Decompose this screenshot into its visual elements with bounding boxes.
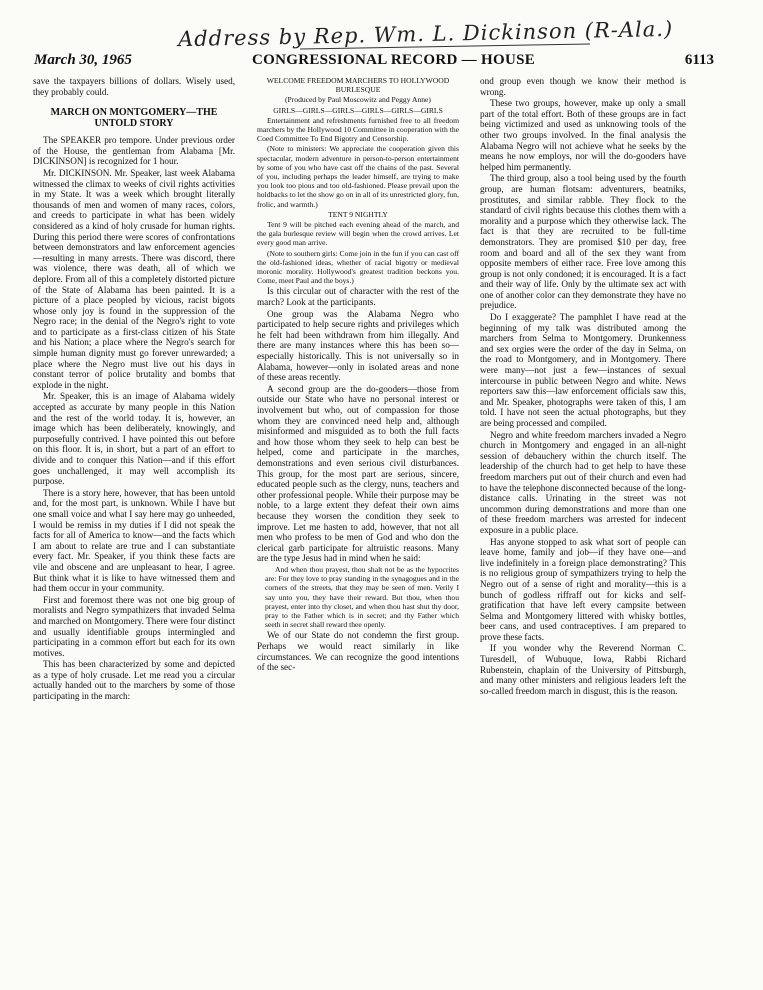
header-date: March 30, 1965 (34, 52, 132, 68)
col3-para-4: Negro and white freedom marchers invaded a Negro church in Montgomery and engaged in an all-night session of debauchery within the church itself. The leadership of the church had to get help to have these freedom marchers put out of their church and even had to have the telephone disconnected because of the long-distance calls. Urinating in the street was not uncommon during demonstrations and more than one of these freedom marchers was arrested for indecent exposure in a public place. (480, 429, 686, 535)
circular-para-2: (Note to ministers: We appreciate the cooperation given this spectacular, modern adventure in person-to-person entertainment by some of you who have cast off the chains of the past. Several of you, including perhaps the leader himself, are trying to make you look too pious and too old-fashioned. Please prevail upon the holdbacks to let the show go on in all of its unrestricted glory, fun, frolic, and warmth.) (257, 144, 459, 209)
col3-para-2: The third group, also a tool being used by the fourth group, are human flotsam: adventurers, beatniks, prostitutes, and similar rabble. They flock to the standard of civil rights because this clothes them with a morality and a purpose which they otherwise lack. The fact is that they are recruited to be full-time demonstrators. They are promised $10 per day, free room and board and all of the sex they want from opposite members of either race. Free love among this group is not only condoned; it is encouraged. It is a fact and their way of life. Only by the ultimate sex act with one of another color can they demonstrate they have no prejudice. (480, 173, 686, 311)
scripture-quote: And when thou prayest, thou shalt not be as the hypocrites are: For they love to pray standing in the synagogues and in the corners of the streets, that they may be seen of men. Verily I say unto you, they have their reward. But thou, when thou prayest, enter into thy closet, and when thou hast shut thy door, pray to the Father which is in secret; and thy Father which seeth in secret shall reward thee openly. (265, 564, 459, 630)
col1-para-4: There is a story here, however, that has been untold and, for the most part, is unknown. While I have but one small voice and what I say here may go unheeded, I would be remiss in my duties if I did not speak the facts for all of America to know—and the facts which I am about to relate are true and I can substantiate every fact. Mr. Speaker, if you think these facts are vile and obscene and are unpleasant to hear, I agree. But think what it is like to have witnessed them and had them occur in your community. (33, 487, 235, 594)
circular-para-3: Tent 9 will be pitched each evening ahead of the march, and the gala burlesque review will begin when the crowd arrives. Let every good man arrive. (257, 220, 459, 248)
col3-para-5: Has anyone stopped to ask what sort of people can leave home, family and job—if they have one—and live indefinitely in a foreign place demonstrating? This is no religious group of sympathizers trying to help the Negro out of a sense of right and morality—this is a bunch of godless riffraff out for kicks and self-gratification that have left every campsite between Selma and Montgomery littered with whisky bottles, beer cans, and used contraceptives. I am prepared to prove these facts. (480, 536, 686, 642)
header-title: CONGRESSIONAL RECORD — HOUSE (252, 52, 536, 68)
col1-para-2: Mr. DICKINSON. Mr. Speaker, last week Alabama witnessed the climax to weeks of civil rights activities in my State. It was a week which brought literally thousands of men and women of many races, colors, and creeds to participate in what has been widely considered as a kind of holy crusade for human rights. During this period there were scores of confrontations between demonstrators and law enforcement agencies—resulting in many arrests. There was discord, there was violence, there was death, all of which we deplore. From all of this a completely distorted picture of the State of Alabama has been painted. It is a picture of a place peopled by vicious, racist bigots whose only joy is found in the suppression of the Negro race; in the denial of the Negro's right to vote and to participate as a first-class citizen of his State and his Nation; a place where the Negro's search for simple human dignity must go forever unrewarded; a place where the Negro must live out his days in constant terror of police brutality and bombs that explode in the night. (33, 167, 235, 390)
col3-para-6: If you wonder why the Reverend Norman C. Turesdell, of Wubuque, Iowa, Rabbi Richard Rubenstein, chaplain of the University of Pittsburgh, and many other ministers and religious leaders left the so-called freedom march in disgust, this is the reason. (480, 643, 686, 696)
circular-title: WELCOME FREEDOM MARCHERS TO HOLLYWOOD BURLESQUE (266, 76, 450, 95)
circular-para-4: (Note to southern girls: Come join in the fun if you can cast off the old-fashioned ideas, whether of racial bigotry or medieval moronic morality. Hollywood's greatest tradition beckons you. Come, meet Paul and the boys.) (257, 248, 459, 286)
article-heading: MARCH ON MONTGOMERY—THE UNTOLD STORY (50, 107, 218, 130)
col2-para-1: Is this circular out of character with the rest of the march? Look at the participants. (257, 286, 459, 308)
col3-para-0: ond group even though we know their method is wrong. (480, 76, 686, 97)
col1-para-1: The SPEAKER pro tempore. Under previous order of the House, the gentleman from Alabama [Mr. DICKINSON] is recognized for 1 hour. (33, 135, 235, 167)
circular-para-1: Entertainment and refreshments furnished free to all freedom marchers by the Hollywood 10 Committee in cooperation with the Coed Committee To End Bigotry and Censorship. (257, 115, 459, 144)
circular-tent-heading: TENT 9 NIGHTLY (328, 209, 388, 219)
page-header (34, 52, 714, 70)
col1-para-0: save the taxpayers billions of dollars. Wisely used, they probably could. (33, 76, 235, 97)
col1-para-3: Mr. Speaker, this is an image of Alabama widely accepted as accurate by many people in this Nation and the rest of the world today. It is, however, an image which has been deliberately, knowingly, and purposefully contrived. I have pointed this out before on this floor. It is, in short, but a part of an effort to divide and to conquer this Nation—and if this effort goes unchallenged, it may well accomplish its purpose. (33, 391, 235, 487)
handwritten-annotation: Address by Rep. Wm. L. Dickinson (R-Ala.) (177, 16, 674, 52)
col2-para-3: A second group are the do-gooders—those from outside our State who have no personal interest or involvement but who, out of compassion for those whom they are convinced need help and, although misinformed and misguided as to both the full facts and how those whom they seek to help can best be helped, come and participate in the marches, demonstrations and even serious civil disturbances. This group, for the most part are serious, sincere, educated people such as the clergy, nuns, teachers and other professional people. While their purpose may be noble, to a large extent they defeat their own aims because they worsen the condition they seek to improve. Let me hasten to add, however, that not all men who profess to be men of God and who don the clerical garb participate for altruistic reasons. Many are the type Jesus had in mind when he said: (257, 383, 459, 564)
col1-para-6: This has been characterized by some and depicted as a type of holy crusade. Let me read you a circular actually handed out to the marchers by some of those participating in the march: (33, 659, 235, 702)
header-page-number: 6113 (684, 52, 714, 68)
circular-girls: GIRLS—GIRLS—GIRLS—GIRLS—GIRLS—GIRLS (273, 105, 443, 115)
col1-para-5: First and foremost there was not one big group of moralists and Negro sympathizers that invaded Selma and marched on Montgomery. There were four distinct and usually identifiable groups intermingled and participating in a common effort but each for its own motives. (33, 594, 235, 658)
col3-para-1: These two groups, however, make up only a small part of the total effort. Both of these groups are in fact being victimized and used as unknowing tools of the other two groups involved. In the final analysis the Alabama Negro will not achieve what he seeks by the means he now employs, nor will the do-gooders have helped him permanently. (480, 98, 686, 172)
col2-para-2: One group was the Alabama Negro who participated to help secure rights and privileges which he felt had been withdrawn from him illegally. And there are many instances where this has been so—especially historically. This is not universally so in Alabama, however—only in isolated areas and none of these areas recently. (257, 308, 459, 383)
col3-para-3: Do I exaggerate? The pamphlet I have read at the beginning of my talk was distributed among the marchers from Selma to Montgomery. Drunkenness and sex orgies were the order of the day in Selma, on the road to Montgomery, and in Montgomery. There were many—not just a few—instances of sexual intercourse in public between Negro and white. News reporters saw this—law enforcement officials saw this, and Mr. Speaker, photographs were taken of this, I am told. I have not seen the actual photographs, but they are being processed and compiled. (480, 312, 686, 428)
column-3 (480, 76, 686, 976)
column-1 (33, 76, 235, 976)
circular-byline: (Produced by Paul Moscowitz and Peggy Anne) (285, 95, 431, 105)
col2-para-4: We of our State do not condemn the first group. Perhaps we would react similarly in like circumstances. We can recognize the good intentions of the sec- (257, 630, 459, 673)
column-2 (257, 76, 459, 976)
